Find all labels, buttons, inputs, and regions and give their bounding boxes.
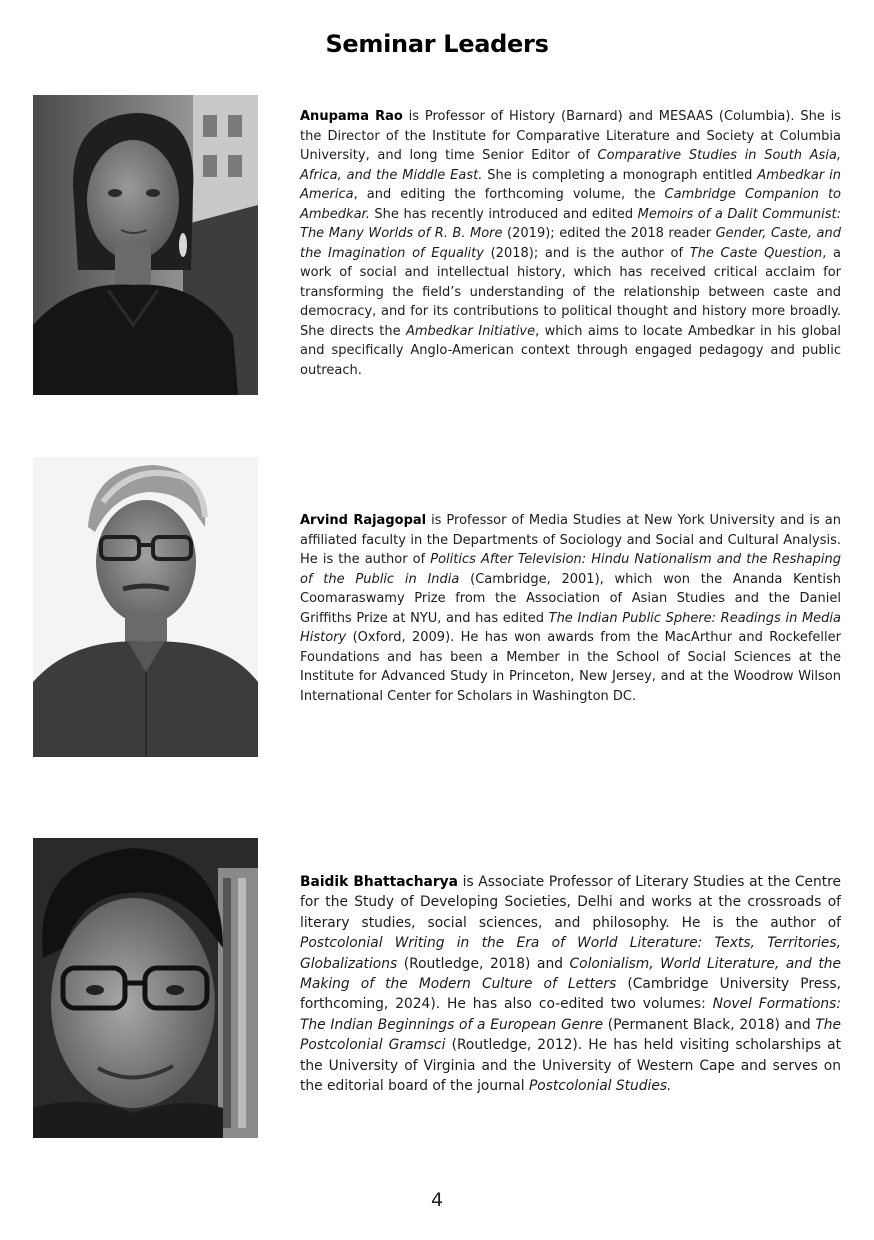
work-title: Memoirs of a Dalit Communist: The Many Worlds of R. B. More [300, 206, 841, 241]
page-title: Seminar Leaders [325, 30, 549, 58]
work-title: Postcolonial Studies. [528, 1078, 672, 1095]
leader-bio [300, 872, 841, 1096]
portrait-photo [33, 95, 258, 395]
leader-name: Anupama Rao [300, 109, 403, 124]
work-title: The Caste Question [689, 245, 823, 261]
bio-text: (Permanent Black, 2018) and [603, 1016, 816, 1033]
bio-text: (Routledge, 2018) and [397, 955, 570, 972]
bio-text: She has recently introduced and edited [369, 206, 638, 222]
portrait-photo [33, 457, 258, 757]
work-title: The Indian Public Sphere: Readings in Media History [300, 610, 841, 645]
work-title: Postcolonial Writing in the Era of World Literature: Texts, Territories, Globalizations [300, 935, 841, 972]
leader-bio [300, 511, 841, 706]
bio-text: , which aims to locate Ambedkar in his global and specifically Anglo-American context through engaged pedagogy and public outreach. [300, 323, 841, 378]
work-title: Comparative Studies in South Asia, Africa, and the Middle East. [300, 148, 841, 183]
bio-text: , and editing the forthcoming volume, the [353, 187, 665, 202]
leader-anupama-rao [33, 95, 841, 395]
leader-baidik-bhattacharya [33, 838, 841, 1138]
work-title: Cambridge Companion to Ambedkar. [300, 187, 841, 222]
bio-text: She is completing a monograph entitled [482, 167, 758, 183]
bio-text: (Cambridge University Press, forthcoming, 2024). He has also co-edited two volumes: [300, 976, 841, 1013]
bio-text: , a work of social and intellectual history, which has received critical acclaim for transforming the field’s understanding of the relationship between caste and democracy, and for its contributions to political thought and history more broadly. She directs the [300, 245, 841, 339]
work-title: Colonialism, World Literature, and the Making of the Modern Culture of Letters [300, 955, 841, 993]
leader-name: Baidik Bhattacharya [300, 874, 458, 890]
work-title: Ambedkar in America [300, 167, 841, 202]
bio-text: is Professor of Media Studies at New York University and is an affiliated faculty in the Departments of Sociology and Social and Cultural Analysis. He is the author of [300, 513, 841, 567]
page-number: 4 [430, 1189, 444, 1211]
leader-arvind-rajagopal [33, 457, 841, 757]
bio-text: is Associate Professor of Literary Studies at the Centre for the Study of Developing Societies, Delhi and works at the crossroads of literary studies, social sciences, and philosophy. He is the author of [300, 874, 841, 931]
work-title: Novel Formations: The Indian Beginnings of a European Genre [300, 996, 841, 1033]
leader-name: Arvind Rajagopal [300, 513, 427, 528]
work-title: The Postcolonial Gramsci [300, 1016, 841, 1054]
bio-text: (Cambridge, 2001), which won the Ananda Kentish Coomaraswamy Prize from the Association of Asian Studies and the Daniel Griffiths Prize at NYU, and has edited [300, 571, 841, 626]
bio-text: (Oxford, 2009). He has won awards from the MacArthur and Rockefeller Foundations and has been a Member in the School of Social Sciences at the Institute for Advanced Study in Princeton, New Jersey, and at the Woodrow Wilson International Center for Scholars in Washington DC. [300, 630, 841, 704]
work-title: Politics After Television: Hindu Nationalism and the Reshaping of the Public in India [300, 552, 841, 587]
bio-text: (2018); and is the author of [483, 245, 690, 261]
bio-text: (Routledge, 2012). He has held visiting scholarships at the University of Virginia and the University of Western Cape and serves on the editorial board of the journal [300, 1037, 841, 1095]
portrait-photo [33, 838, 258, 1138]
leader-bio [300, 107, 841, 380]
work-title: Ambedkar Initiative [406, 323, 536, 339]
bio-text: is Professor of History (Barnard) and MESAAS (Columbia). She is the Director of the Institute for Comparative Literature and Society at Columbia University, and long time Senior Editor of [300, 109, 841, 163]
work-title: Gender, Caste, and the Imagination of Equality [300, 226, 841, 261]
bio-text: (2019); edited the 2018 reader [502, 226, 716, 241]
